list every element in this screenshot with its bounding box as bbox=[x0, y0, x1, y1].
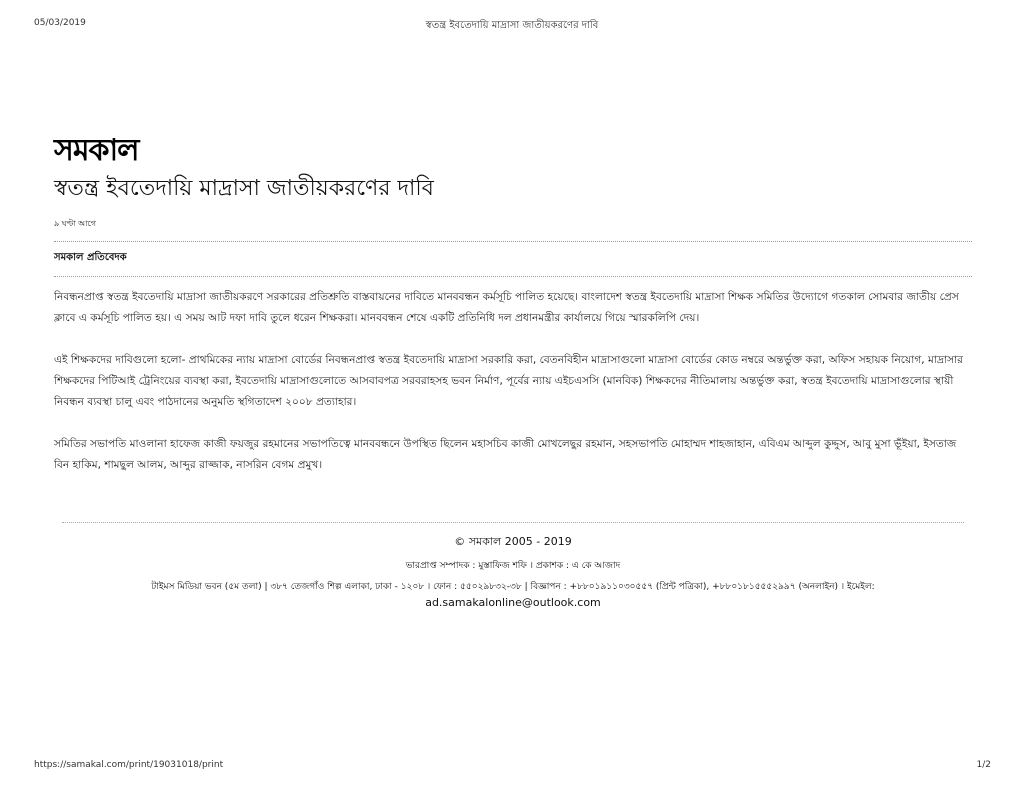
article-paragraph: এই শিক্ষকদের দাবিগুলো হলো- প্রাথমিকের ন্যায় মাদ্রাসা বোর্ডের নিবন্ধনপ্রাপ্ত স্বতন্ত্র ইবতেদায়ি মাদ্রাসা সরকারি করা, বেতনবিহীন মাদ্রাসাগুলো মাদ্রাসা বোর্ডের কোড নম্বরে অন্তর্ভুক্ত করা, অফিস সহায়ক নিয়োগ, মাদ্রাসার শিক্ষকদের পিটিআই ট্রেনিংয়ের ব্যবস্থা করা, ইবতেদায়ি মাদ্রাসাগুলোতে আসবাবপত্র সরবরাহসহ ভবন নির্মাণ, পূর্বের ন্যায় এইচএসসি (মানবিক) শিক্ষকদের নীতিমালায় অন্তর্ভুক্ত করা, স্বতন্ত্র ইবতেদায়ি মাদ্রাসাগুলোর স্থায়ী নিবন্ধন ব্যবস্থা চালু এবং পাঠদানের অনুমতি স্থগিতাদেশ ২০০৮ প্রত্যাহার। bbox=[54, 354, 963, 408]
footer-address bbox=[62, 579, 964, 611]
site-footer bbox=[62, 522, 964, 611]
divider bbox=[54, 241, 972, 242]
article-time-ago: ৯ ঘণ্টা আগে bbox=[54, 219, 96, 228]
divider bbox=[54, 276, 972, 277]
print-page-number: 1/2 bbox=[976, 760, 991, 770]
print-date: 05/03/2019 bbox=[34, 18, 86, 28]
footer-editors: ভারপ্রাপ্ত সম্পাদক : মুস্তাফিজ শফি । প্রকাশক : এ কে আজাদ bbox=[405, 561, 621, 571]
footer-contact-info: টাইমস মিডিয়া ভবন (৫ম তলা) | ৩৮৭ তেজগাঁও শিল্প এলাকা, ঢাকা - ১২০৮ । ফোন : ৫৫০২৯৮৩২-৩৮ | বিজ্ঞাপন : +৮৮০১৯১১০৩০৫৫৭ (প্রিন্ট পত্রিকা), +৮৮০১৮১৫৫৫২৯৯৭ (অনলাইন) । ইমেইল: bbox=[151, 582, 875, 592]
article-paragraph: নিবন্ধনপ্রাপ্ত স্বতন্ত্র ইবতেদায়ি মাদ্রাসা জাতীয়করণে সরকারের প্রতিশ্রুতি বাস্তবায়নের দাবিতে মানববন্ধন কর্মসূচি পালিত হয়েছে। বাংলাদেশ স্বতন্ত্র ইবতেদায়ি মাদ্রাসা শিক্ষক সমিতির উদ্যোগে গতকাল সোমবার জাতীয় প্রেস ক্লাবে এ কর্মসূচি পালিত হয়। এ সময় আট দফা দাবি তুলে ধরেন শিক্ষকরা। মানববন্ধন শেষে একটি প্রতিনিধি দল প্রধানমন্ত্রীর কার্যালয়ে গিয়ে স্মারকলিপি দেয়। bbox=[54, 291, 959, 324]
footer-email-link[interactable]: ad.samakalonline@outlook.com bbox=[425, 596, 601, 609]
article-headline: স্বতন্ত্র ইবতেদায়ি মাদ্রাসা জাতীয়করণের দাবি bbox=[54, 176, 434, 201]
footer-copyright: © সমকাল 2005 - 2019 bbox=[454, 535, 572, 548]
print-page-title: স্বতন্ত্র ইবতেদায়ি মাদ্রাসা জাতীয়করণের দাবি bbox=[425, 20, 599, 31]
article-byline: সমকাল প্রতিবেদক bbox=[54, 252, 127, 263]
print-url: https://samakal.com/print/19031018/print bbox=[34, 760, 224, 770]
article-container bbox=[54, 134, 972, 497]
samakal-logo: সমকাল bbox=[54, 133, 139, 168]
article-paragraph: সমিতির সভাপতি মাওলানা হাফেজ কাজী ফয়জুর রহমানের সভাপতিত্বে মানববন্ধনে উপস্থিত ছিলেন মহাসচিব কাজী মোখলেছুর রহমান, সহসভাপতি মোহাম্মদ শাহজাহান, এবিএম আব্দুল কুদ্দুস, আবু মুসা ভূঁইয়া, ইসতাজ বিন হাকিম, শামছুল আলম, আব্দুর রাজ্জাক, নাসরিন বেগম প্রমুখ। bbox=[54, 438, 957, 471]
article-body bbox=[54, 287, 972, 476]
footer-divider bbox=[62, 522, 964, 523]
